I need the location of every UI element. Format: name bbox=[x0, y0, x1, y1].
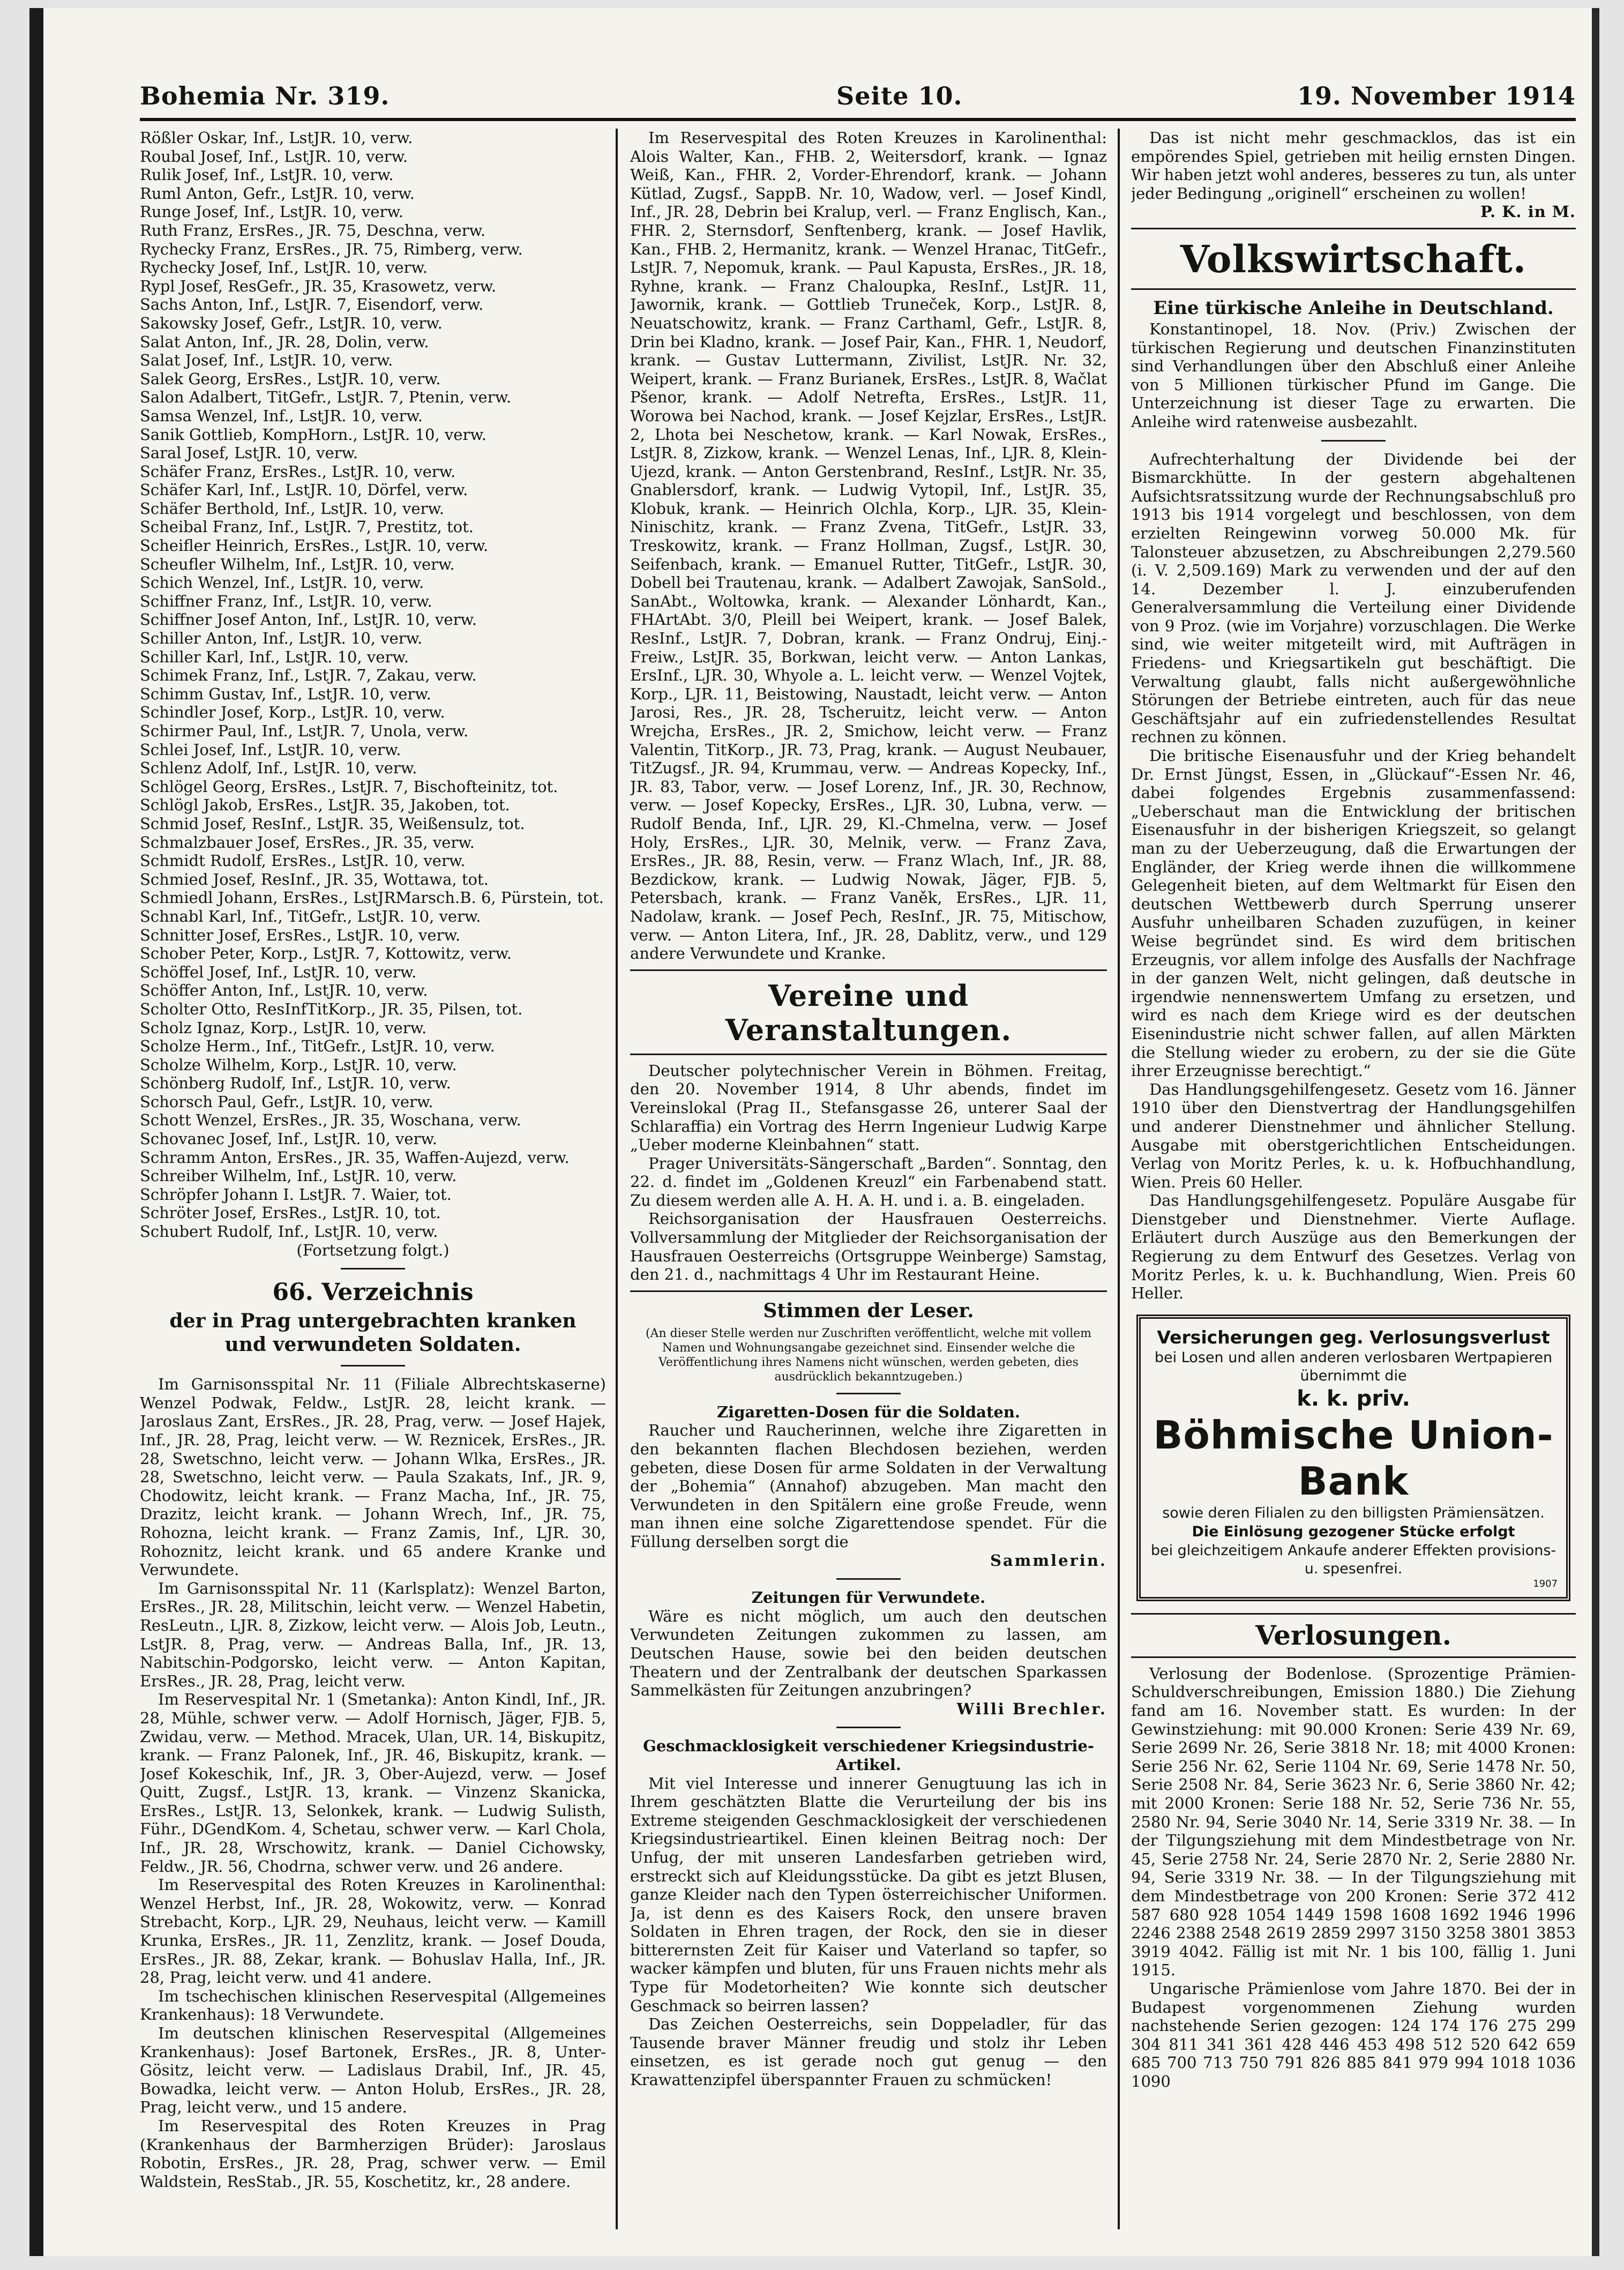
column-1 bbox=[140, 129, 606, 2245]
casualty-entry: Schöffer Anton, Inf., LstJR. 10, verw. bbox=[140, 981, 428, 1000]
ad-bank-name: Böhmische Union-Bank bbox=[1153, 1412, 1554, 1504]
divider bbox=[630, 969, 1107, 971]
casualty-entry: Scheibal Franz, Inf., LstJR. 7, Prestitz, tot. bbox=[140, 518, 474, 536]
divider bbox=[1131, 1656, 1576, 1658]
casualty-entry: Schmied Josef, ResInf., JR. 35, Wottawa, tot. bbox=[140, 870, 489, 888]
casualty-entry: Sanik Gottlieb, KompHorn., LstJR. 10, verw. bbox=[140, 425, 487, 444]
letter-body: Das Zeichen Oesterreichs, sein Doppeladler, für das Tausende braver Männer freudig und stolz ihr Leben einsetzen, es ist gerade noch gut genug — den Krawattenzipfel überspannter Frauen zu schmücken! bbox=[630, 2015, 1107, 2089]
vereine-notice: Reichsorganisation der Hausfrauen Oesterreichs. Vollversammlung der Mitglieder der Reichsorganisation der Hausfrauen Oesterreichs (Ortsgruppe Weinberge) Samstag, den 21. d., nachmittags 4 Uhr im Restaurant Heine. bbox=[630, 1209, 1107, 1284]
vereine-notice: Prager Universitäts-Sängerschaft „Barden“. Sonntag, den 22. d. findet im „Goldenen Kreuzl“ ein Farbenabend statt. Zu diesem werden alle A. H. A. H. und i. a. B. eingeladen. bbox=[630, 1154, 1107, 1209]
article-body: Die britische Eisenausfuhr und der Krieg behandelt Dr. Ernst Jüngst, Essen, in „Glückauf“-Essen Nr. 46, dabei folgendes Ergebnis zusammenfassend: „Ueberschaut man die Entwicklung der britischen Eisenausfuhr in der bisherigen Kriegszeit, so gelangt man zu der Ueberzeugung, daß die Erwartungen der Engländer, der Krieg werde ihnen die willkommene Gelegenheit bieten, auf dem Weltmarkt für Eisen den deutschen Wettbewerb durch Sperrung unserer Ausfuhr unheilbaren Schaden zuzufügen, in keiner Weise begründet sind. Es wird dem britischen Erzeugnis, vor allem infolge des Ausfalls der Nachfrage in der ganzen Welt, nicht gelingen, daß deutsche in irgendwie nennenswertem Umfang zu ersetzen, und wird es nach dem Kriege wird es der deutschen Eisenindustrie nicht schwer fallen, auf allen Märkten die Stellung wieder zu erobern, zu der sie die Güte ihrer Erzeugnisse berechtigt.“ bbox=[1131, 746, 1576, 1080]
header-page-number: Seite 10. bbox=[836, 81, 963, 110]
casualty-entry: Samsa Wenzel, Inf., LstJR. 10, verw. bbox=[140, 406, 423, 425]
ad-line: k. k. priv. bbox=[1297, 1386, 1410, 1411]
casualty-entry: Sachs Anton, Inf., LstJR. 7, Eisendorf, verw. bbox=[140, 295, 484, 314]
casualty-entry: Schimek Franz, Inf., LstJR. 7, Zakau, verw. bbox=[140, 666, 477, 685]
header-date: 19. November 1914 bbox=[1297, 81, 1576, 110]
casualty-entry: Scholz Ignaz, Korp., LstJR. 10, verw. bbox=[140, 1018, 427, 1037]
article-body: Verlosung der Bodenlose. (Sprozentige Prämien-Schuldverschreibungen, Emission 1880.) Die Ziehung fand am 16. November statt. Es wurden: In der Gewinstziehung: mit 90.000 Kronen: Serie 439 Nr. 69, Serie 2699 Nr. 26, Serie 3818 Nr. 18; mit 4000 Kronen: Serie 256 Nr. 62, Serie 1104 Nr. 69, Serie 1478 Nr. 50, Serie 2508 Nr. 84, Serie 3623 Nr. 6, Serie 3860 Nr. 42; mit 2000 Kronen: Serie 188 Nr. 52, Serie 736 Nr. 55, 2580 Nr. 94, Serie 3040 Nr. 14, Serie 3319 Nr. 38. — In der Tilgungsziehung mit dem Mindestbetrage von Nr. 45, Serie 2758 Nr. 24, Serie 2870 Nr. 2, Serie 2880 Nr. 94, Serie 3319 Nr. 38. — In der Tilgungsziehung mit dem Mindestbetrage von 200 Kronen: Serie 372 412 587 680 928 1054 1449 1598 1608 1692 1946 1996 2246 2388 2548 2619 2859 2997 3150 3258 3801 3853 3919 4042. Fällig ist mit Nr. 1 bis 100, fällig 1. Juni 1915. bbox=[1131, 1664, 1576, 1980]
casualty-entry: Schlögel Georg, ErsRes., LstJR. 7, Bischofteinitz, tot. bbox=[140, 777, 558, 796]
casualty-entry: Schirmer Paul, Inf., LstJR. 7, Unola, verw. bbox=[140, 722, 469, 740]
divider bbox=[1131, 228, 1576, 229]
article-body: Das Handlungsgehilfengesetz. Gesetz vom 16. Jänner 1910 über den Dienstvertrag der Handlungsgehilfen und anderer Dienstnehmer und ähnlicher Stellung. Ausgabe mit oberstgerichtlichen Entscheidungen. Verlag von Moritz Perles, k. u. k. Hofbuchhandlung, Wien. Preis 60 Heller. bbox=[1131, 1080, 1576, 1191]
divider bbox=[1321, 440, 1386, 442]
casualty-entry: Schich Wenzel, Inf., LstJR. 10, verw. bbox=[140, 573, 424, 592]
verlosungen-title: Verlosungen. bbox=[1255, 1619, 1452, 1651]
section-subtitle: und verwundeten Soldaten. bbox=[224, 1333, 521, 1356]
vereine-notice: Deutscher polytechnischer Verein in Böhmen. Freitag, den 20. November 1914, 8 Uhr abends, findet im Vereinslokal (Prag II., Stefansgasse 26, unterer Saal der Schlaraffia) ein Vortrag des Herrn Ingenieur Ludwig Karpe „Ueber moderne Kleinbahnen“ statt. bbox=[630, 1061, 1107, 1154]
casualty-entry: Schorsch Paul, Gefr., LstJR. 10, verw. bbox=[140, 1092, 433, 1111]
casualty-entry: Schönberg Rudolf, Inf., LstJR. 10, verw. bbox=[140, 1074, 451, 1093]
casualty-entry: Schäfer Berthold, Inf., LstJR. 10, verw. bbox=[140, 499, 444, 518]
casualty-entry: Scholze Herm., Inf., TitGefr., LstJR. 10, verw. bbox=[140, 1037, 495, 1056]
divider bbox=[630, 1290, 1107, 1292]
divider bbox=[1131, 1613, 1576, 1615]
article-body: Ungarische Prämienlose vom Jahre 1870. Bei der in Budapest vorgenommenen Ziehung wurden nachstehende Serien gezogen: 124 174 176 275 299 304 811 341 361 428 446 453 498 512 520 642 659 685 700 713 750 791 826 885 841 979 994 1018 1036 1090 bbox=[1131, 1979, 1576, 2090]
letter-body: Raucher und Raucherinnen, welche ihre Zigaretten in den bekannten flachen Blechdosen beziehen, werden gebeten, diese Dosen für arme Soldaten in der Verwaltung der „Bohemia“ (Annahof) abzugeben. Man macht den Verwundeten in den Spitälern eine große Freude, wenn man ihnen eine solche Zigarettendose spendet. Für die Füllung derselben sorgt die bbox=[630, 1421, 1107, 1551]
casualty-entry: Rypl Josef, ResGefr., JR. 35, Krasowetz, verw. bbox=[140, 277, 497, 295]
newspaper-page bbox=[29, 8, 1599, 2256]
divider bbox=[341, 1365, 405, 1367]
casualty-entry: Schmidt Rudolf, ErsRes., LstJR. 10, verw. bbox=[140, 852, 466, 870]
ad-line: Die Einlösung gezogener Stücke erfolgt bbox=[1192, 1523, 1515, 1540]
casualty-entry: Salon Adalbert, TitGefr., LstJR. 7, Ptenin, verw. bbox=[140, 388, 512, 407]
casualty-entry: Schovanec Josef, Inf., LstJR. 10, verw. bbox=[140, 1130, 438, 1148]
hospital-paragraph: Im Garnisonsspital Nr. 11 (Filiale Albrechtskaserne) Wenzel Podwak, Feldw., LstJR. 28, leicht krank. — Jaroslaus Zant, ErsRes., JR. 28, Prag, verw. — Josef Hajek, Inf., JR. 28, Prag, leicht verw. — W. Reznicek, ErsRes., JR. 28, Swetschno, leicht verw. — Johann Wlka, ErsRes., JR. 28, Swetschno, leicht verw. — Paula Szakats, Inf., JR. 9, Chodowitz, leicht krank. — Franz Macha, Inf., JR. 75, Drazitz, leicht krank. — Johann Wrech, Inf., JR. 75, Rohozna, leicht krank. — Franz Zamis, Inf., LJR. 30, Rohoznitz, leicht krank. und 65 andere Kranke und Verwundete. bbox=[140, 1375, 606, 1579]
casualty-entry: Schlögl Jakob, ErsRes., LstJR. 35, Jakoben, tot. bbox=[140, 796, 510, 815]
casualty-entry: Schröpfer Johann I. LstJR. 7. Waier, tot. bbox=[140, 1185, 452, 1204]
letter-body: Das ist nicht mehr geschmacklos, das ist ein empörendes Spiel, getrieben mit heilig ernsten Dingen. Wir haben jetzt wohl anderes, besseres zu tun, als unter jeder Bedingung „originell“ erscheinen zu wollen! bbox=[1131, 129, 1576, 203]
casualty-entry: Schäfer Franz, ErsRes., LstJR. 10, verw. bbox=[140, 462, 456, 481]
column-3 bbox=[1131, 129, 1576, 2245]
casualty-entry: Scheifler Heinrich, ErsRes., LstJR. 10, verw. bbox=[140, 536, 489, 555]
hospital-paragraph: Im Reservespital Nr. 1 (Smetanka): Anton Kindl, Inf., JR. 28, Mühle, schwer verw. — Adolf Hornisch, Jäger, FJB. 5, Zwidau, verw. — Method. Mracek, Ulan, UR. 14, Biskupitz, krank. — Franz Palonek, Inf., JR. 46, Biskupitz, krank. — Josef Kokeschik, Inf., JR. 3, Ober-Aujezd, verw. — Josef Quitt, Zugsf., LstJR. 13, krank. — Vinzenz Skanicka, ErsRes., LstJR. 13, Selonkek, krank. — Ludwig Sulisth, Führ., DGendKom. 4, Schetau, schwer verw. — Karl Chola, Inf., JR. 28, Wrschowitz, krank. — Daniel Cichowsky, Feldw., JR. 56, Chodrna, schwer verw. und 26 andere. bbox=[140, 1690, 606, 1876]
casualty-entry: Ruth Franz, ErsRes., JR. 75, Deschna, verw. bbox=[140, 221, 486, 240]
ad-code: 1907 bbox=[1533, 1578, 1558, 1589]
section-subtitle: der in Prag untergebrachten kranken bbox=[169, 1310, 577, 1333]
casualty-entry: Salat Josef, Inf., LstJR. 10, verw. bbox=[140, 351, 393, 370]
ad-line: bei Losen und allen anderen verlosbaren Wertpapieren übernimmt die bbox=[1154, 1349, 1553, 1384]
column-2 bbox=[630, 129, 1107, 2245]
volkswirtschaft-title: Volkswirtschaft. bbox=[1180, 236, 1527, 281]
casualty-entry: Schubert Rudolf, Inf., LstJR. 10, verw. bbox=[140, 1222, 438, 1241]
hospital-paragraph: Im tschechischen klinischen Reservespital (Allgemeines Krankenhaus): 18 Verwundete. bbox=[140, 1987, 606, 2024]
casualty-entry: Schäfer Karl, Inf., LstJR. 10, Dörfel, verw. bbox=[140, 481, 468, 499]
casualty-entry: Schimm Gustav, Inf., LstJR. 10, verw. bbox=[140, 684, 431, 703]
continued-note: (Fortsetzung folgt.) bbox=[296, 1241, 450, 1259]
casualty-entry: Schöffel Josef, Inf., LstJR. 10, verw. bbox=[140, 962, 417, 981]
casualty-entry: Roubal Josef, Inf., LstJR. 10, verw. bbox=[140, 147, 408, 166]
letter-body: Mit viel Interesse und innerer Genugtuung las ich in Ihrem geschätzten Blatte die Verurteilung der bis ins Extreme steigenden Geschmacklosigkeit der verschiedenen Kriegsindustrieartikel. Einen kleinen Beitrag noch: Der Unfug, der mit unseren Landesfarben getrieben wird, erstreckt sich auf Kleidungsstücke. Da gibt es jetzt Blusen, ganze Kleider nach den Typen österreichischer Uniformen. Ja, ist denn es des Kaisers Rock, den unsere braven Soldaten in Ehren tragen, der Rock, den sie in dieser bitterernsten Zeit für Kaiser und Vaterland so tapfer, so wacker kämpfen und bluten, für uns Frauen nichts mehr als Type für Modetorheiten? Wie konnte sich deutscher Geschmack so beirren lassen? bbox=[630, 1774, 1107, 2015]
letter-title: Zeitungen für Verwundete. bbox=[751, 1588, 986, 1607]
divider bbox=[1131, 288, 1576, 290]
header-masthead: Bohemia Nr. 319. bbox=[140, 81, 390, 110]
casualty-entry: Schlei Josef, Inf., LstJR. 10, verw. bbox=[140, 740, 401, 759]
vereine-title: Vereine und Veranstaltungen. bbox=[725, 978, 1012, 1047]
casualty-entry: Ruml Anton, Gefr., LstJR. 10, verw. bbox=[140, 184, 415, 203]
casualty-entry: Runge Josef, Inf., LstJR. 10, verw. bbox=[140, 203, 403, 221]
article-body: Aufrechterhaltung der Dividende bei der Bismarckhütte. In der gestern abgehaltenen Aufsichtsratssitzung wurde der Rechnungsabschluß pro 1913 bis 1914 vorgelegt und beschlossen, von dem erzielten Reingewinn vorweg 50.000 Mk. für Talonsteuer abzusetzen, zu Abschreibungen 2,279.560 (i. V. 2,509.169) Mark zu verwenden und der auf den 14. Dezember l. J. einzuberufenden Generalversammlung die Verteilung einer Dividende von 9 Proz. (wie im Vorjahre) vorzuschlagen. Die Werke sind, wie weiter mitgeteilt wird, mit Aufträgen in Friedens- und Kriegsartikeln gut beschäftigt. Die Verwaltung glaubt, falls nicht außergewöhnliche Störungen der Betriebe eintreten, auch für das neue Geschäftsjahr auf ein zufriedenstellendes Resultat rechnen zu können. bbox=[1131, 450, 1576, 746]
hospital-paragraph: Im Reservespital des Roten Kreuzes in Prag (Krankenhaus der Barmherzigen Brüder): Jaroslaus Robotin, ErsRes., JR. 28, Prag, schwer verw. — Emil Waldstein, ResStab., JR. 55, Koschetitz, kr., 28 andere. bbox=[140, 2116, 606, 2191]
casualty-entry: Schott Wenzel, ErsRes., JR. 35, Woschana, verw. bbox=[140, 1111, 521, 1130]
ad-line: sowie deren Filialen zu den billigsten Prämiensätzen. bbox=[1162, 1504, 1545, 1521]
divider bbox=[341, 1268, 405, 1270]
stimmen-title: Stimmen der Leser. bbox=[763, 1299, 974, 1322]
casualty-entry: Rößler Oskar, Inf., LstJR. 10, verw. bbox=[140, 129, 413, 147]
casualty-entry: Schlenz Adolf, Inf., LstJR. 10, verw. bbox=[140, 759, 417, 778]
divider bbox=[630, 1054, 1107, 1055]
casualty-entry: Schober Peter, Korp., LstJR. 7, Kottowitz, verw. bbox=[140, 944, 512, 963]
casualty-entry: Sakowsky Josef, Gefr., LstJR. 10, verw. bbox=[140, 313, 443, 332]
casualty-entry: Schnabl Karl, Inf., TitGefr., LstJR. 10, verw. bbox=[140, 907, 481, 925]
casualty-entry: Scheufler Wilhelm, Inf., LstJR. 10, verw. bbox=[140, 555, 455, 573]
casualty-entry: Saral Josef, LstJR. 10, verw. bbox=[140, 444, 358, 462]
casualty-entry: Schmid Josef, ResInf., LstJR. 35, Weißensulz, tot. bbox=[140, 814, 525, 833]
casualty-entry: Salat Anton, Inf., JR. 28, Dolin, verw. bbox=[140, 332, 429, 351]
page-header bbox=[140, 75, 1576, 121]
hospital-paragraph: Im deutschen klinischen Reservespital (Allgemeines Krankenhaus): Josef Bartonek, ErsRes., JR. 8, Unter-Gösitz, leicht verw. — Ladislaus Drabil, Inf., JR. 45, Bowadka, leicht verw. — Anton Holub, ErsRes., JR. 28, Prag, leicht verw., und 15 andere. bbox=[140, 2024, 606, 2117]
casualty-entry: Schiffner Franz, Inf., LstJR. 10, verw. bbox=[140, 592, 432, 610]
casualty-entry: Schiller Anton, Inf., LstJR. 10, verw. bbox=[140, 629, 423, 648]
article-body: Das Handlungsgehilfengesetz. Populäre Ausgabe für Dienstgeber und Dienstnehmer. Vierte Auflage. Erläutert durch Auszüge aus den Bemerkungen der Regierung zu dem Entwurf des Gesetzes. Verlag von Moritz Perles, k. u. k. Buchhandlung, Wien. Preis 60 Heller. bbox=[1131, 1191, 1576, 1303]
casualty-entry: Schmalzbauer Josef, ErsRes., JR. 35, verw. bbox=[140, 833, 475, 852]
article-body: Konstantinopel, 18. Nov. (Priv.) Zwischen der türkischen Regierung und deutschen Finanzinstituten sind Verhandlungen über den Abschluß einer Anleihe von 5 Millionen türkischer Pfund im Gange. Die Unterzeichnung ist dieser Tage zu erwarten. Die Anleihe wird ratenweise ausbezahlt. bbox=[1131, 319, 1576, 431]
hospital-paragraph: Im Reservespital des Roten Kreuzes in Karolinenthal: Alois Walter, Kan., FHB. 2, Weitersdorf, krank. — Ignaz Weiß, Kan., FHR. 2, Vorder-Ehrendorf, krank. — Johann Kütlad, Zugsf., SappB. Nr. 10, Wadow, verl. — Josef Kindl, Inf., JR. 28, Debrin bei Kralup, verl. — Franz Englisch, Kan., FHR. 2, Sternsdorf, Senftenberg, krank. — Josef Havlik, Kan., FHB. 2, Hermanitz, krank. — Wenzel Hranac, TitGefr., LstJR. 7, Nepomuk, krank. — Paul Kapusta, ErsRes., JR. 18, Ryhne, krank. — Franz Chaloupka, ResInf., LstJR. 11, Jawornik, krank. — Gottlieb Truneček, Korp., LstJR. 8, Neuatschowitz, krank. — Franz Carthaml, Gefr., LstJR. 8, Drin bei Kladno, krank. — Josef Pair, Kan., FHR. 1, Neudorf, krank. — Gustav Luttermann, Zivilist, LstJR. Nr. 32, Weipert, krank. — Franz Burianek, ErsRes., LstJR. 8, Wačlat Pšenor, krank. — Adolf Netrefta, ErsRes., LstJR. 11, Worowa bei Nachod, krank. — Josef Kejzlar, ErsRes., LstJR. 2, Lhota bei Neschetow, krank. — Karl Nowak, ErsRes., LstJR. 8, Zizkow, krank. — Wenzel Lenas, Inf., LJR. 8, Klein-Ujezd, krank. — Anton Gerstenbrand, ResInf., LstJR. Nr. 35, Gnablersdorf, krank. — Ludwig Vytopil, Inf., LstJR. 35, Klobuk, krank. — Heinrich Olchla, Korp., LJR. 35, Klein-Ninischitz, krank. — Franz Zvena, TitGefr., LstJR. 33, Treskowitz, krank. — Franz Hollman, Zugsf., LstJR. 30, Seifenbach, krank. — Emanuel Rutter, TitGefr., LstJR. 30, Dobell bei Trautenau, krank. — Adalbert Zawojak, SanSold., SanAbt., Woltowka, krank. — Alexander Lönhardt, Kan., FHArtAbt. 3/0, Pleill bei Weipert, krank. — Josef Balek, ResInf., LstJR. 7, Dobran, krank. — Franz Ondruj, Einj.-Freiw., LstJR. 35, Borkwan, leicht verw. — Anton Lankas, ErsInf., LJR. 30, Whyole a. L. leicht verw. — Wenzel Vojtek, Korp., LJR. 11, Beistowing, Naustadt, leicht verw. — Anton Jarosi, Res., JR. 28, Tscheruitz, leicht verw. — Anton Wrejcha, ErsRes., JR. 2, Smichow, leicht verw. — Franz Valentin, TitKorp., JR. 73, Prag, krank. — August Neubauer, TitZugsf., JR. 94, Krummau, verw. — Andreas Kopecky, Inf., JR. 83, Tabor, verw. — Josef Lorenz, Inf., JR. 30, Rechnow, verw. — Josef Kopecky, ErsRes., LJR. 30, Lubna, verw. — Rudolf Benda, Inf., LJR. 29, Kl.-Chmelna, verw. — Josef Holy, ErsRes., LJR. 30, Melnik, verw. — Franz Zava, ErsRes., JR. 88, Resin, verw. — Franz Wlach, Inf., JR. 88, Bezdickow, krank. — Ludwig Nowak, Jäger, FJB. 5, Petersbach, krank. — Franz Vaněk, ErsRes., LJR. 11, Nadolaw, krank. — Josef Pech, ResInf., JR. 75, Mitischow, verw. — Anton Litera, Inf., JR. 28, Dablitz, verw., und 129 andere Verwundete und Kranke. bbox=[630, 129, 1107, 963]
casualty-entry: Rychecky Franz, ErsRes., JR. 75, Rimberg, verw. bbox=[140, 240, 523, 258]
casualty-entry: Scholze Wilhelm, Korp., LstJR. 10, verw. bbox=[140, 1055, 457, 1074]
letter-signature: P. K. in M. bbox=[1480, 203, 1576, 221]
casualty-entry: Schnitter Josef, ErsRes., LstJR. 10, verw. bbox=[140, 925, 461, 944]
casualty-entry: Scholter Otto, ResInfTitKorp., JR. 35, Pilsen, tot. bbox=[140, 999, 523, 1018]
hospital-paragraph: Im Reservespital des Roten Kreuzes in Karolinenthal: Wenzel Herbst, Inf., JR. 28, Wokowitz, verw. — Konrad Strebacht, Korp., LJR. 29, Neuhaus, leicht verw. — Kamill Krunka, ErsRes., JR. 11, Zenzlitz, krank. — Josef Douda, ErsRes., JR. 88, Zekar, krank. — Bohuslav Halla, Inf., JR. 28, Prag, leicht verw. und 41 andere. bbox=[140, 1876, 606, 1987]
casualty-entry: Schröter Josef, ErsRes., LstJR. 10, tot. bbox=[140, 1204, 441, 1222]
casualty-entry: Schindler Josef, Korp., LstJR. 10, verw. bbox=[140, 703, 445, 722]
casualty-list bbox=[140, 129, 606, 1241]
letter-title: Zigaretten-Dosen für die Soldaten. bbox=[717, 1402, 1020, 1421]
letter-body: Wäre es nicht möglich, um auch den deutschen Verwundeten Zeitungen zukommen zu lassen, am Deutschen Hause, sowie bei den beiden deutschen Theatern und der Zentralbank der deutschen Sparkassen Sammelkästen für Zeitungen anzubringen? bbox=[630, 1607, 1107, 1700]
bank-advertisement bbox=[1136, 1315, 1570, 1601]
casualty-entry: Schiffner Josef Anton, Inf., LstJR. 10, verw. bbox=[140, 610, 477, 629]
stimmen-note: (An dieser Stelle werden nur Zuschriften veröffentlicht, welche mit vollem Namen und Wohnungsangabe gezeichnet sind. Einsender welche die Veröffentlichung ihres Namens nicht wünschen, werden gebeten, dies ausdrücklich bekanntzugeben.) bbox=[645, 1326, 1092, 1384]
column-rule bbox=[1118, 129, 1120, 2229]
divider bbox=[836, 1393, 901, 1394]
casualty-entry: Schmiedl Johann, ErsRes., LstJRMarsch.B. 6, Pürstein, tot. bbox=[140, 888, 604, 907]
section-title: 66. Verzeichnis bbox=[272, 1279, 474, 1306]
article-title: Eine türkische Anleihe in Deutschland. bbox=[1153, 297, 1554, 319]
column-rule bbox=[616, 129, 618, 2229]
ad-line: bei gleichzeitigem Ankaufe anderer Effekten provisions- u. spesenfrei. bbox=[1150, 1542, 1556, 1577]
divider bbox=[836, 1578, 901, 1580]
letter-signature: Willi Brechler. bbox=[956, 1699, 1107, 1718]
letter-signature: Sammlerin. bbox=[990, 1551, 1107, 1570]
casualty-entry: Schreiber Wilhelm, Inf., LstJR. 10, verw. bbox=[140, 1167, 457, 1185]
casualty-entry: Rychecky Josef, Inf., LstJR. 10, verw. bbox=[140, 258, 428, 277]
casualty-entry: Salek Georg, ErsRes., LstJR. 10, verw. bbox=[140, 369, 441, 388]
divider bbox=[836, 1727, 901, 1728]
casualty-entry: Schramm Anton, ErsRes., JR. 35, Waffen-Aujezd, verw. bbox=[140, 1148, 570, 1167]
letter-title: Geschmacklosigkeit verschiedener Kriegsindustrie-Artikel. bbox=[643, 1737, 1094, 1774]
ad-line: Versicherungen geg. Verlosungsverlust bbox=[1157, 1326, 1550, 1348]
hospital-paragraph: Im Garnisonsspital Nr. 11 (Karlsplatz): Wenzel Barton, ErsRes., JR. 28, Militschin, leicht verw. — Wenzel Habetin, ResLeutn., LJR. 8, Zizkow, leicht verw. — Alois Job, Leutn., LstJR. 8, Prag, verw. — Andreas Balla, Inf., JR. 13, Nabitschin-Podgorsko, leicht verw. — Anton Kapitan, ErsRes., JR. 28, Prag, leicht verw. bbox=[140, 1579, 606, 1690]
casualty-entry: Rulik Josef, Inf., LstJR. 10, verw. bbox=[140, 166, 394, 184]
casualty-entry: Schiller Karl, Inf., LstJR. 10, verw. bbox=[140, 647, 409, 666]
